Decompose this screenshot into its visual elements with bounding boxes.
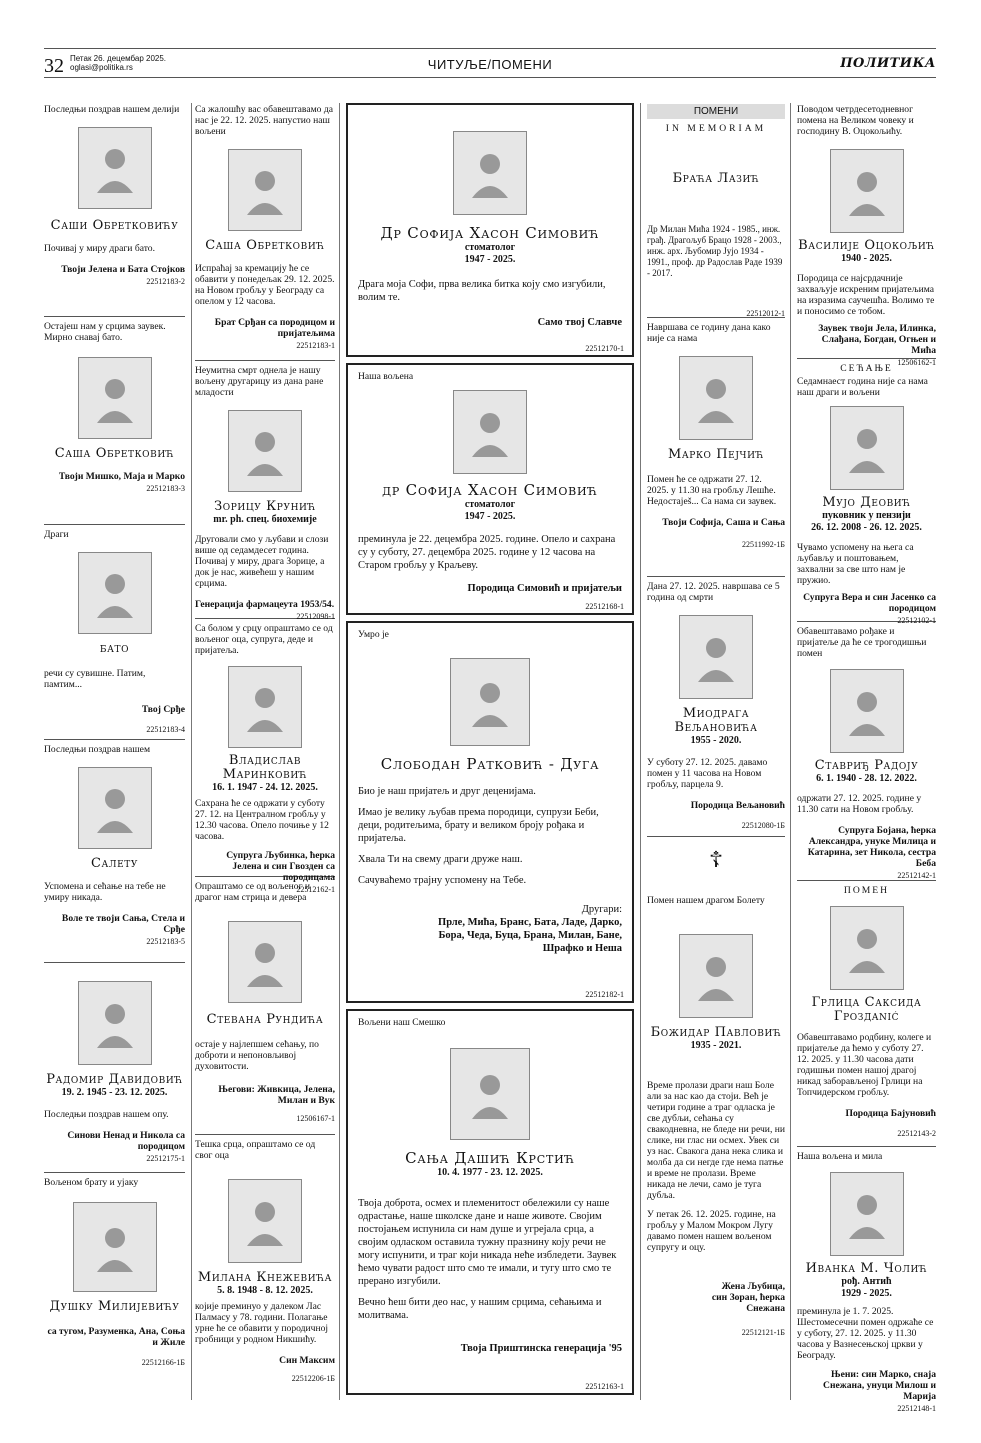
portrait-photo	[73, 1202, 157, 1292]
column-divider	[640, 103, 641, 1400]
portrait-photo	[830, 669, 904, 753]
obituary-notice: Са жалошћу вас обавештавамо да нас је 22. 12. 2025. напустио наш вољени Саша Обретковић Испраћај за кремацију ће се обавити у понедељак 29. 12. 2025. на Новом гробљу у Београду са опелом у 12 часова. Брат Срђан са породицом и пријатељима 22512183-1	[195, 103, 335, 361]
portrait-photo	[679, 934, 753, 1018]
obituary-notice: Последњи поздрав нашем Салету Успомена и сећање на тебе не умиру никада. Воле те твоји Сања, Стела и Срђе 22512183-5	[44, 743, 185, 963]
column-5	[797, 103, 936, 1413]
portrait-photo	[78, 767, 152, 849]
obituary-notice: Вољеном брату и ујаку Душку Милијевићу са тугом, Разуменка, Ана, Соња и Жиле 22512166-1Б	[44, 1177, 185, 1367]
obituary-notice: Радомир Давидовић 19. 2. 1945 - 23. 12. 2025. Последњи поздрав нашем опу. Синови Ненад и Никола са породицом 22512175-1	[44, 966, 185, 1173]
portrait-photo	[228, 410, 302, 492]
portrait-photo	[830, 1172, 904, 1256]
memorial-notice: Навршава се годину дана како није са нама Марко Пејчић Помен ће се одржати 27. 12. 2025. у 11.30 на гробљу Лешће. Недостаješ... Са нама си заувек. Твоји Софија, Саша и Сања 22511992-1Б	[647, 321, 785, 577]
obituary-notice: Драги бато речи су сувишне. Патим, памтим... Твој Срђе 22512183-4	[44, 528, 185, 740]
section-title: ЧИТУЉЕ/ПОМЕНИ	[427, 57, 553, 72]
framed-obituary: Наша вољена др Софија Хасон Симовић стоматолог 1947 - 2025. преминула је 22. децембра 2025. године. Опело и сахрана су у суботу, 27. децембра 2025. године у 12 часова на Старом гробљу у Краљеву. Породица Симовић и пријатељи 22512168-1	[346, 363, 634, 615]
portrait-photo	[228, 1179, 302, 1263]
obituary-notice: Опраштамо се од вољеног и драгог нам стрица и девера Стевана Рундића остаје у најлепшем сећању, по доброти и непоновљивој духовитости. Његови: Живкица, Јелена, Милан и Вук 12506167-1	[195, 880, 335, 1135]
framed-obituary: Др Софија Хасон Симовић стоматолог 1947 - 2025. Драга моја Софи, прва велика битка коју смо изгубили, волим те. Само твој Славче 22512170-1	[346, 103, 634, 357]
portrait-photo	[679, 615, 753, 699]
column-divider	[790, 103, 791, 1400]
memorial-notice: Дана 27. 12. 2025. навршава се 5 година од смрти Миодрага Вељановића 1955 - 2020. У суботу 27. 12. 2025. давамо помен у 11 часова на Новом гробљу, парцела 9. Породица Вељановић 22512080-1Б	[647, 580, 785, 837]
column-4	[647, 103, 785, 1388]
memorial-notice: ПОМЕН Грлица Саксида Гроздanić Обавештавамо родбину, колеге и пријатеље да ћемо у суботу 27. 12. 2025. у 11.30 часова дати годишњи помен нашој драгој никад заборављеној Грлици на Топчидерском гробљу. Породица Бајуновић 22512143-2	[797, 884, 936, 1147]
portrait-photo	[78, 127, 152, 209]
obituary-notice: Са болом у срцу опраштамо се од вољеног оца, супруга, деде и пријатеља. Владислав Маринковић 16. 1. 1947 - 24. 12. 2025. Сахрана ће се одржати у суботу 27. 12. на Централном гробљу у 12.30 часова. Опело почиње у 12 часова. Супруга Љубинка, ћерка Јелена и син Гвозден са породицама 22512162-1	[195, 623, 335, 894]
portrait-photo	[453, 131, 527, 215]
portrait-photo	[228, 149, 302, 231]
memorial-notice: ☦ Помен нашем драгом Болету Божидар Павловић 1935 - 2021. Време пролази драги наш Боле али за нас као да стоји. Већ је четири године а траг одласка је све дубљи, сећања су свакодневна, не бледе ни речи, ни слике, ни глас ни осмех. Увек си уз нас. Свакога дана нека слика и молба да си негде где нема патње и време не пролази. Време никада не лечи, само је туга дубља. У петак 26. 12. 2025. године, на гробљу у Малом Мокром Лугу давамо помен нашем вољеном супругу и оцу. Жена Љубица, син Зоран, ћерка Снежана 22512121-1Б	[647, 848, 786, 1337]
page-number: 32	[44, 55, 64, 77]
obituary-notice: Неумитна смрт однела је нашу вољену другарицу из дана ране младости Зорицу Крунић mr. ph. спец. биохемије Друговали смо у љубави и слози више од седамдесет година. Почивај у миру, драга Зорице, а док је нас, живећеш у нашим срцима. Генерација фармацеута 1953/54. 22512098-1	[195, 365, 335, 621]
portrait-photo	[228, 666, 302, 748]
email-link[interactable]: oglasi@politika.rs	[70, 63, 133, 72]
column-divider	[339, 103, 340, 1400]
memorial-notice: СЕЋАЊЕ Седамнаест година није са нама наш драги и вољени Мујо Деовић пуковник у пензији 26. 12. 2008 - 26. 12. 2025. Чувамо успомену на њега са љубављу и поштовањем, захвални за све што нам је пружио. Супруга Вера и син Јасенко са породицом 22512102-1	[797, 363, 936, 625]
obituary-notice: Остајеш нам у срцима заувек. Мирно снавај бато. Саша Обретковић Твоји Мишко, Маја и Марко 22512183-3	[44, 320, 185, 525]
memorial-notice: Обавештавамо рођаке и пријатеље да ће се трогодишњи помен Ставриђ Радоју 6. 1. 1940 - 28. 12. 2022. одржати 27. 12. 2025. године у 11.30 сати на Новом гробљу. Супруга Бојана, ћерка Александра, унуке Милица и Катарина, зет Никола, сестра Беба 22512142-1	[797, 626, 936, 880]
portrait-photo	[830, 149, 904, 233]
portrait-photo	[450, 658, 530, 746]
orthodox-cross-icon: ☦	[708, 848, 724, 873]
memorial-notice: ПОМЕНИ IN MEMORIAM Браћа Лазић Др Милан Мића 1924 - 1985., инж. грађ. Драгољуб Брацо 1928 - 2003., инж. арх. Љубомир Јуjо 1934 - 1991., проф. др Радослав Раде 1939 - 2017. 22512012-1	[647, 103, 785, 318]
portrait-photo	[450, 1048, 530, 1140]
page-header	[44, 48, 936, 78]
obituary-notice: Последњи поздрав нашем делији Саши Обретковићу Почивај у миру драги бато. Твоји Јелена и Бата Стојков 22512183-2	[44, 103, 185, 317]
portrait-photo	[453, 390, 527, 474]
framed-obituary: Вољени наш Смешко Сања Дашић Крстић 10. 4. 1977 - 23. 12. 2025. Твоја доброта, осмех и племенитост обележили су наше одрастање, наше школске дане и наше животе. Својим постојањем испунила си нам душе и угрејала срца, а својим одласком оставила тужну празнину коју речи не могу испунити, и траг који никада неће избледети. Заувек ћемо чувати радост што смо те имали, и тугу што смо те прерано изгубили. Вечно ћеш бити део нас, у нашим срцима, сећањима и молитвама. Твоја Приштинска генерација '95 22512163-1	[346, 1009, 634, 1395]
memorial-notice: Наша вољена и мила Иванка М. Чолић рођ. Антић 1929 - 2025. преминула је 1. 7. 2025. Шестомесечни помен одржаће се у суботу, 27. 12. 2025. у 11.30 часова у Вазнесењској цркви у Београду. Њени: син Марко, снаја Снежана, унуци Милош и Марија 22512148-1	[797, 1151, 936, 1413]
portrait-photo	[830, 906, 904, 990]
dateline: Петак 26. децембар 2025. oglasi@politika.rs	[70, 54, 167, 72]
obituary-notice: Тешка срца, опраштамо се од свог оца Милана Кнежевића 5. 8. 1948 - 8. 12. 2025. којије преминуо у далеком Лас Палмасу у 78. години. Полагање урне ће се обавити у породичној гробници у родном Никшићу. Син Максим 22512206-1Б	[195, 1139, 335, 1383]
portrait-photo	[228, 921, 302, 1003]
newspaper-logo: ПОЛИТИКА	[840, 56, 936, 71]
column-2	[195, 103, 335, 1391]
memorial-notice: Поводом четрдесетодневног помена на Великом човеку и господину В. Оцокољићу. Василије Оцокољић 1940 - 2025. Породица се најсрдачније захваљује искреним пријатељима на изразима саучешћа. Волимо те и поносимо се тобом. Заувек твоји Јела, Илинка, Слађана, Богдан, Огњен и Мића 12506162-1	[797, 104, 936, 367]
portrait-photo	[78, 357, 152, 439]
portrait-photo	[679, 356, 753, 440]
portrait-photo	[830, 406, 904, 490]
portrait-photo	[78, 552, 152, 634]
column-3	[346, 103, 634, 1401]
framed-obituary: Умро је Слободан Ратковић - Дуга Био је наш пријатељ и друг деценијама. Имао је велику љубав према породици, супрузи Беби, деци, родитељима, брату и великом броју рођака и пријатеља. Хвала Ти на свему драги друже наш. Сачуваћемо трајну успомену на Тебе. Другари: Прле, Мића, Бранс, Бата, Ладе, Дарко, Бора, Чеда, Буца, Брана, Милан, Бане, Шрафко и Неша 22512182-1	[346, 621, 634, 1003]
portrait-photo	[78, 981, 152, 1065]
column-divider	[191, 103, 192, 1400]
column-1	[44, 103, 185, 1394]
